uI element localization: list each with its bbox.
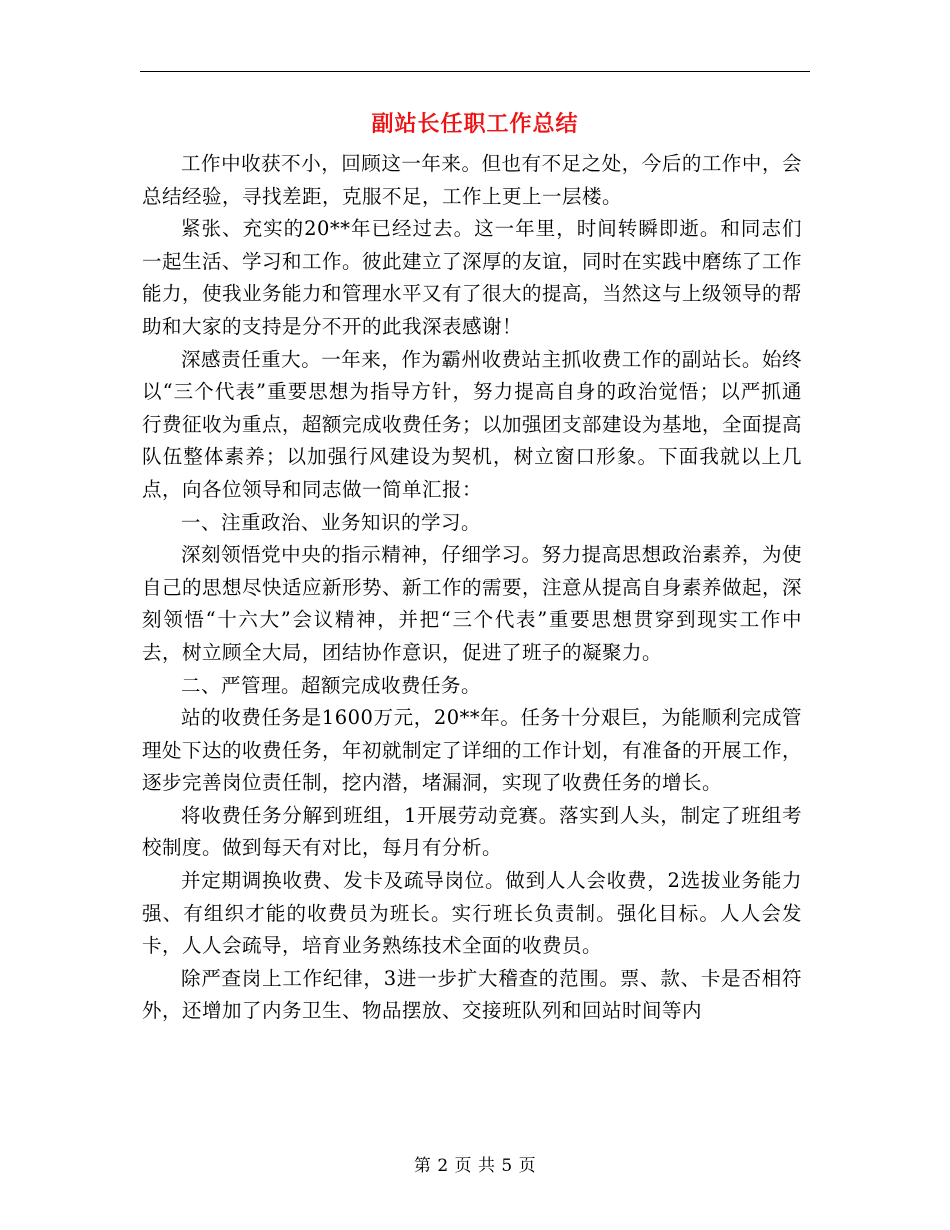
paragraph: 紧张、充实的20**年已经过去。这一年里，时间转瞬即逝。和同志们一起生活、学习和工作。彼此建立了深厚的友谊，同时在实践中磨练了工作能力，使我业务能力和管理水平又有了很大的提高，当然这与上级领导的帮助和大家的支持是分不开的此我深表感谢！ — [142, 217, 803, 338]
document-body — [142, 148, 802, 1028]
document-title: 副站长任职工作总结 — [371, 111, 579, 137]
paragraph: 深感责任重大。一年来，作为霸州收费站主抓收费工作的副站长。始终以“三个代表”重要思想为指导方针，努力提高自身的政治觉悟；以严抓通行费征收为重点，超额完成收费任务；以加强团支部建设为基地，全面提高队伍整体素养；以加强行风建设为契机，树立窗口形象。下面我就以上几点，向各位领导和同志做一简单汇报： — [142, 347, 803, 501]
paragraph: 站的收费任务是1600万元，20**年。任务十分艰巨，为能顺利完成管理处下达的收费任务，年初就制定了详细的工作计划，有准备的开展工作，逐步完善岗位责任制，挖内潜，堵漏洞，实现了收费任务的增长。 — [142, 706, 803, 795]
section-heading: 一、注重政治、业务知识的学习。 — [181, 510, 482, 534]
header-rule — [140, 71, 810, 72]
paragraph: 除严查岗上工作纪律，3进一步扩大稽查的范围。票、款、卡是否相符外，还增加了内务卫生、物品摆放、交接班队列和回站时间等内 — [142, 966, 802, 1023]
section-heading: 二、严管理。超额完成收费任务。 — [181, 673, 482, 697]
paragraph: 深刻领悟党中央的指示精神，仔细学习。努力提高思想政治素养，为使自己的思想尽快适应新形势、新工作的需要，注意从提高自身素养做起，深刻领悟“十六大”会议精神，并把“三个代表”重要思想贯穿到现实工作中去，树立顾全大局，团结协作意识，促进了班子的凝聚力。 — [142, 543, 803, 664]
paragraph: 工作中收获不小，回顾这一年来。但也有不足之处，今后的工作中，会总结经验，寻找差距，克服不足，工作上更上一层楼。 — [142, 152, 802, 208]
paragraph: 将收费任务分解到班组，1开展劳动竞赛。落实到人头，制定了班组考校制度。做到每天有对比，每月有分析。 — [142, 803, 802, 860]
paragraph: 并定期调换收费、发卡及疏导岗位。做到人人会收费，2选拔业务能力强、有组织才能的收费员为班长。实行班长负责制。强化目标。人人会发卡，人人会疏导，培育业务熟练技术全面的收费员。 — [142, 869, 802, 958]
page-number-footer: 第 2 页 共 5 页 — [413, 1156, 537, 1176]
